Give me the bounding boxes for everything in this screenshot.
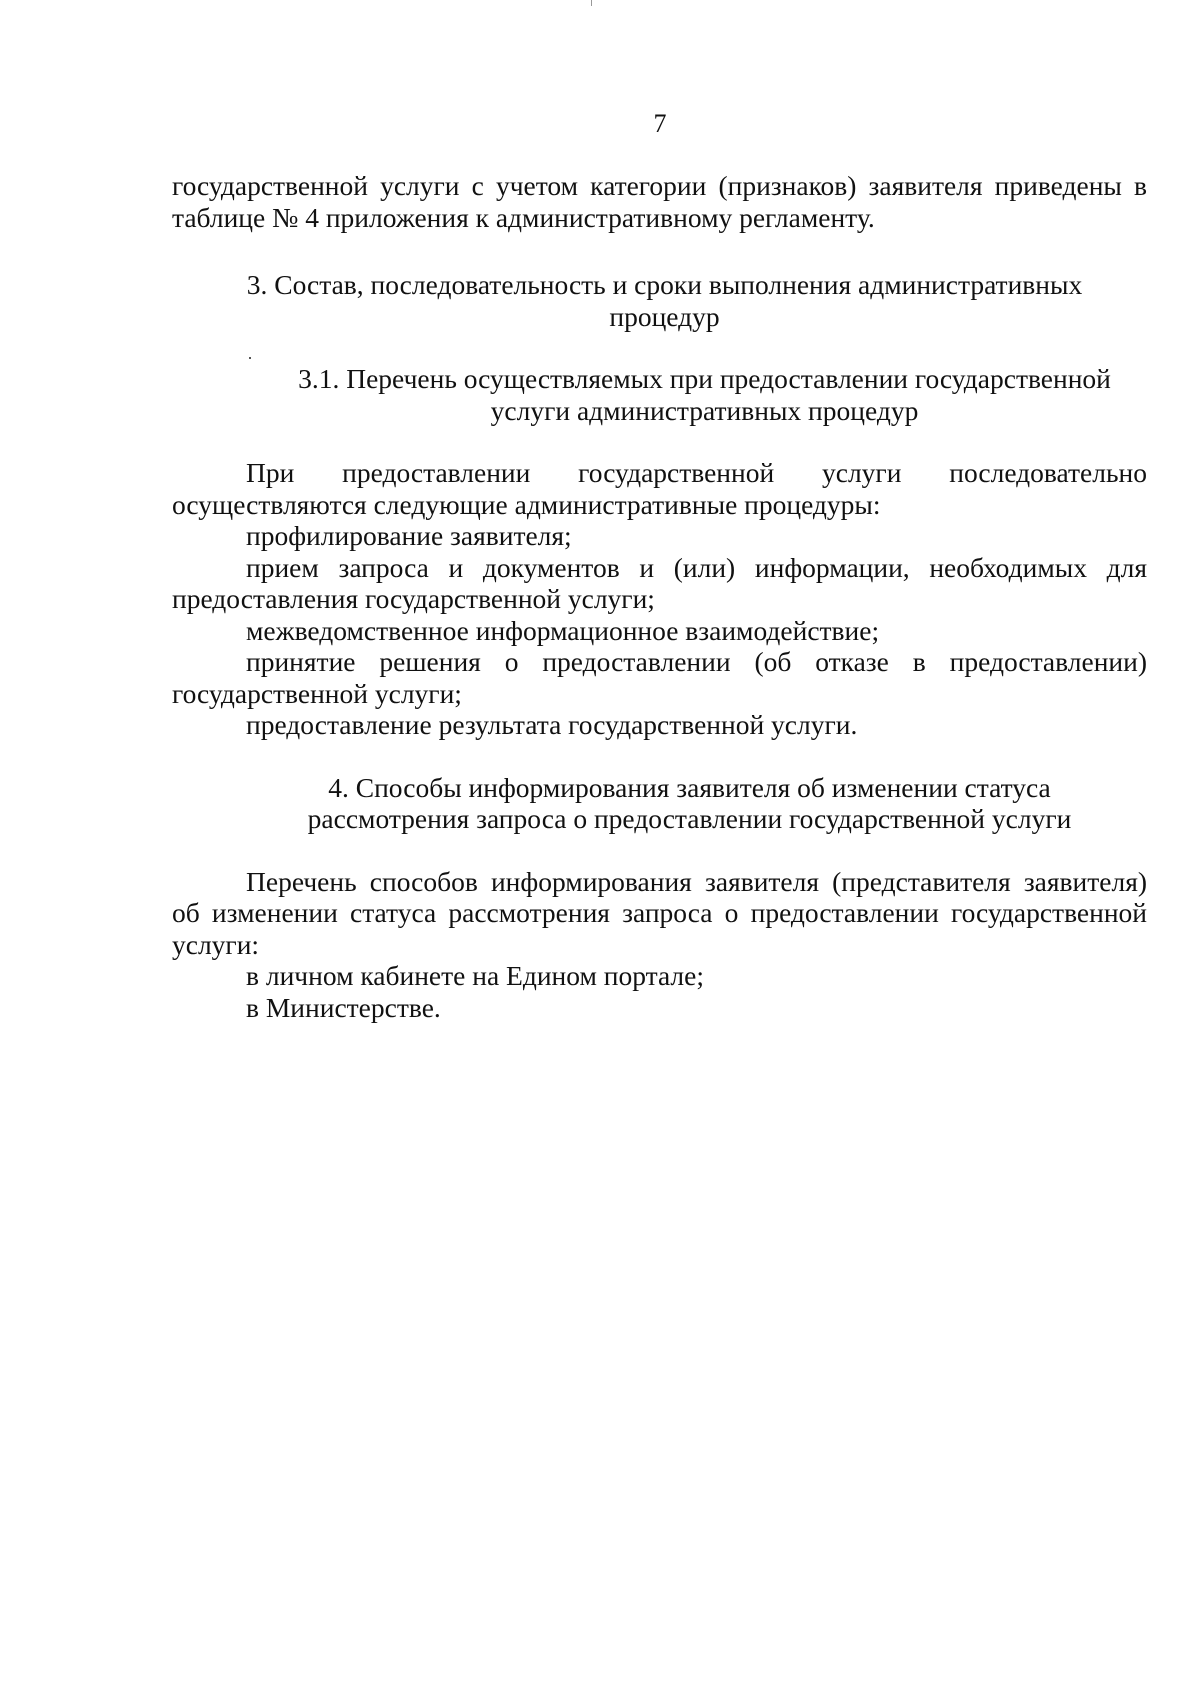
scan-mark xyxy=(591,0,592,6)
intro-paragraph-line-2: таблице № 4 приложения к административному регламенту. xyxy=(172,201,875,233)
procedure-item: предоставление результата государственной услуги. xyxy=(246,709,858,740)
scan-speck xyxy=(249,357,251,359)
section-4-heading-line-1: 4. Способы информирования заявителя об изменении статуса xyxy=(328,771,1051,803)
procedure-item: профилирование заявителя; xyxy=(246,520,572,551)
section-3-1-heading-line-2: услуги административных процедур xyxy=(490,394,919,426)
intro-paragraph-line-1: государственной услуги с учетом категории (признаков) заявителя приведены в xyxy=(172,170,1147,201)
informing-method-item: в личном кабинете на Едином портале; xyxy=(246,960,704,991)
document-body xyxy=(172,170,1147,1023)
section-3-heading-line-2: процедур xyxy=(609,300,720,332)
section-4-heading-line-2: рассмотрения запроса о предоставлении государственной услуги xyxy=(307,803,1072,834)
procedure-item: межведомственное информационное взаимодействие; xyxy=(246,614,880,646)
informing-method-item: в Министерстве. xyxy=(246,991,441,1023)
procedures-lead-line-1: При предоставлении государственной услуги последовательно xyxy=(246,457,1147,488)
page-number: 7 xyxy=(653,109,667,138)
procedures-lead-line-2: осуществляются следующие административные процедуры: xyxy=(172,488,881,520)
procedure-item: принятие решения о предоставлении (об отказе в предоставлении) государственной услуги; xyxy=(172,646,1147,709)
section-3-1-heading-line-1: 3.1. Перечень осуществляемых при предоставлении государственной xyxy=(298,363,1111,394)
section-3-heading-line-1: 3. Состав, последовательность и сроки выполнения административных xyxy=(246,269,1083,300)
procedure-item: прием запроса и документов и (или) информации, необходимых для предоставления государственной услуги; xyxy=(172,551,1147,614)
informing-methods-lead: Перечень способов информирования заявителя (представителя заявителя) об изменении статуса рассмотрения запроса о предоставлении государственной услуги: xyxy=(172,865,1147,960)
